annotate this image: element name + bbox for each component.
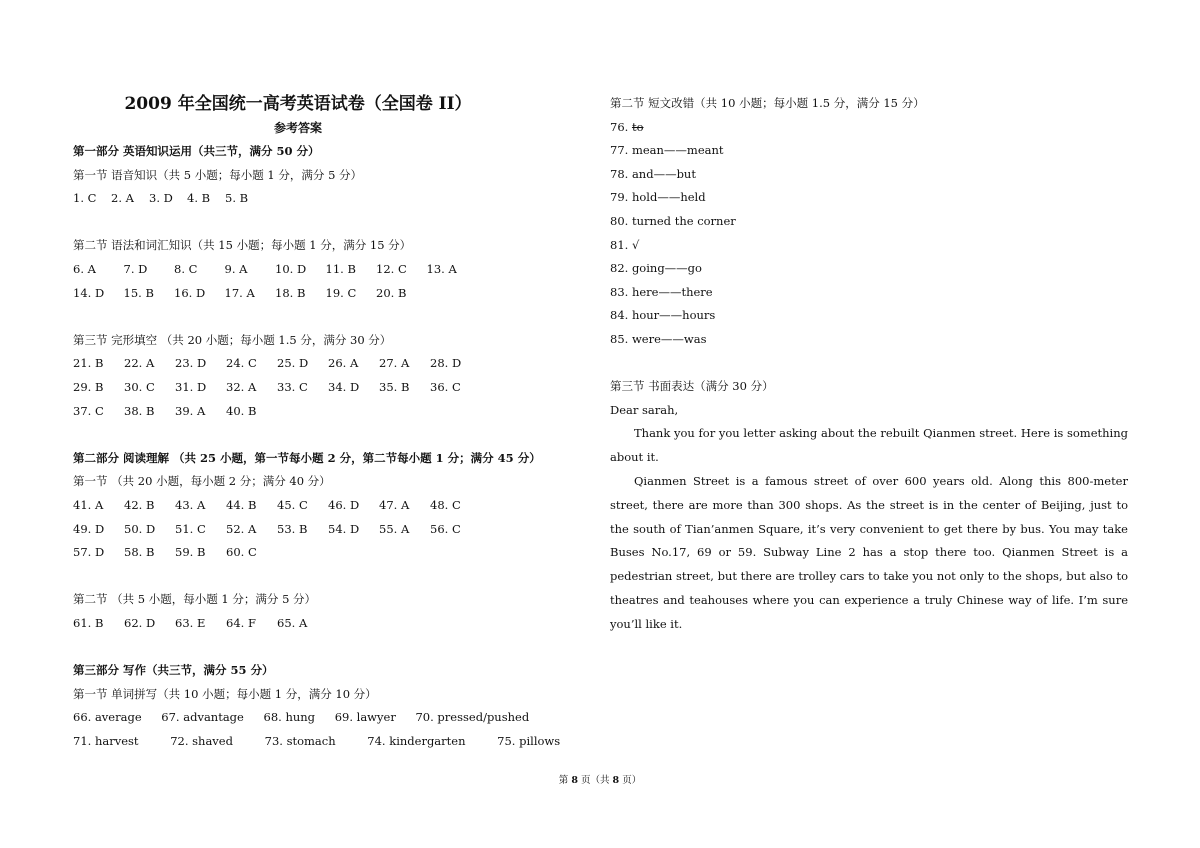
document-title: 2009 年全国统一高考英语试卷（全国卷 II） [124, 94, 472, 114]
part1-heading: 第一部分 英语知识运用（共三节，满分 50 分） [73, 144, 320, 158]
letter-paragraph-1: Thank you for you letter asking about the rebuilt Qianmen street. Here is something about it. [610, 426, 1128, 465]
answer: 10. D [275, 261, 307, 276]
part3-sec1-row1 [73, 706, 573, 730]
answer: 57. D [73, 545, 105, 560]
answer: 35. B [379, 379, 410, 394]
page-footer: 第 8 页（共 8 页） [558, 775, 642, 786]
answer: 19. C [325, 285, 357, 300]
answer: 22. A [124, 356, 155, 371]
answer: 64. F [226, 615, 256, 630]
answer: 71. harvest [73, 733, 139, 748]
answer: 20. B [376, 285, 407, 300]
answer: 40. B [226, 403, 257, 418]
answer: 9. A [224, 261, 248, 276]
answer: 47. A [379, 497, 410, 512]
answer: 26. A [328, 356, 359, 371]
answer: 56. C [430, 521, 461, 536]
answer: 32. A [226, 379, 257, 394]
part1-sec3-row3 [73, 400, 573, 424]
answer: 33. C [277, 379, 308, 394]
correction-item: 78. and——but [610, 166, 696, 181]
answer: 68. hung [263, 710, 316, 725]
answer: 17. A [224, 285, 255, 300]
answer: 1. C [73, 191, 97, 206]
correction-item: 79. hold——held [610, 190, 706, 205]
correction-item: 85. were——was [610, 331, 707, 346]
answer: 59. B [175, 545, 206, 560]
part1-sec2-row1 [73, 258, 573, 282]
answer: 50. D [124, 521, 156, 536]
answer: 41. A [73, 497, 104, 512]
document-subtitle: 参考答案 [273, 121, 322, 135]
part2-sec1-row1 [73, 494, 573, 518]
answer: 55. A [379, 521, 410, 536]
answer: 63. E [175, 615, 206, 630]
answer: 66. average [73, 710, 142, 725]
correction-item: 82. going——go [610, 261, 702, 276]
correction-item: 81. √ [610, 237, 640, 252]
correction-item: 80. turned the corner [610, 213, 736, 228]
part2-sec2-heading: 第二节 （共 5 小题，每小题 1 分；满分 5 分） [73, 592, 317, 607]
part1-sec2-heading: 第二节 语法和词汇知识（共 15 小题；每小题 1 分，满分 15 分） [73, 238, 412, 253]
answer: 36. C [430, 379, 461, 394]
part3-heading: 第三部分 写作（共三节，满分 55 分） [73, 663, 274, 678]
answer: 15. B [123, 285, 154, 300]
answer: 65. A [277, 615, 308, 630]
answer: 14. D [73, 285, 105, 300]
letter-paragraph-2: Qianmen Street is a famous street of over 600 years old. Along this 800-meter street, there are more than 300 shops. As the street is in the center of Beijing, just to the south of Tian’anmen Square, it’s very convenient to get there by bus. You may take Buses No.17, 69 or 59. Subway Line 2 has a stop there too. Qianmen Street is a pedestrian street, but there are trolley cars to take you not only to the shops, but also to theatres and teahouses where you can experience a truly Chinese way of life. I’m sure you’ll like it. [610, 473, 1128, 631]
answer: 43. A [175, 497, 206, 512]
correction-item: 77. mean——meant [610, 143, 724, 158]
answer: 4. B [187, 191, 211, 206]
answer: 25. D [277, 356, 309, 371]
answer: 73. stomach [264, 733, 336, 748]
answer: 52. A [226, 521, 257, 536]
answer: 72. shaved [170, 733, 233, 748]
answer: 67. advantage [161, 710, 244, 725]
answer: 27. A [379, 356, 410, 371]
part2-sec2-answers [73, 612, 573, 636]
page-number: 8 [571, 775, 578, 786]
answer: 53. B [277, 521, 308, 536]
part1-sec3-row2 [73, 376, 573, 400]
answer: 46. D [328, 497, 360, 512]
answer: 60. C [226, 545, 257, 560]
answer: 12. C [376, 261, 407, 276]
answer: 7. D [123, 261, 148, 276]
answer: 69. lawyer [334, 710, 396, 725]
part1-sec1-answers [73, 187, 573, 211]
struck-word: to [631, 119, 644, 134]
page-total: 8 [612, 775, 620, 786]
answer: 37. C [73, 403, 104, 418]
answer: 51. C [175, 521, 206, 536]
answer: 48. C [430, 497, 461, 512]
answer: 5. B [225, 191, 249, 206]
answer: 49. D [73, 521, 105, 536]
part1-sec1-heading: 第一节 语音知识（共 5 小题；每小题 1 分，满分 5 分） [73, 167, 363, 182]
answer: 28. D [430, 356, 462, 371]
answer: 29. B [73, 379, 104, 394]
answer: 2. A [111, 191, 134, 206]
answer: 8. C [174, 261, 198, 276]
left-column [73, 92, 573, 753]
answer: 58. B [124, 545, 155, 560]
part3-sec3-heading: 第三节 书面表达（满分 30 分） [610, 379, 774, 394]
answer: 54. D [328, 521, 360, 536]
answer: 38. B [124, 403, 155, 418]
answer: 18. B [275, 285, 306, 300]
sample-letter [610, 399, 1130, 637]
answer: 13. A [426, 261, 457, 276]
answer: 74. kindergarten [367, 733, 466, 748]
answer: 30. C [124, 379, 155, 394]
correction-item: 83. here——there [610, 284, 713, 299]
part3-sec1-row2 [73, 730, 573, 754]
answer: 6. A [73, 261, 96, 276]
part2-sec1-row3 [73, 541, 573, 565]
correction-item: 76. to [610, 119, 644, 134]
answer: 34. D [328, 379, 360, 394]
answer: 16. D [174, 285, 206, 300]
part3-sec1-heading: 第一节 单词拼写（共 10 小题；每小题 1 分，满分 10 分） [73, 686, 377, 701]
answer: 3. D [149, 191, 173, 206]
answer: 39. A [175, 403, 206, 418]
answer: 31. D [175, 379, 207, 394]
part2-sec1-heading: 第一节 （共 20 小题，每小题 2 分；满分 40 分） [73, 474, 331, 489]
answer: 21. B [73, 356, 104, 371]
correction-item: 84. hour——hours [610, 308, 716, 323]
part1-sec2-row2 [73, 282, 573, 306]
answer: 42. B [124, 497, 155, 512]
answer: 45. C [277, 497, 308, 512]
answer: 24. C [226, 356, 257, 371]
answer: 62. D [124, 615, 156, 630]
answer: 44. B [226, 497, 257, 512]
part1-sec3-row1 [73, 352, 573, 376]
part3-sec2-heading: 第二节 短文改错（共 10 小题；每小题 1.5 分，满分 15 分） [610, 96, 925, 110]
part2-sec1-row2 [73, 518, 573, 542]
answer: 70. pressed/pushed [415, 710, 530, 725]
right-column [610, 92, 1130, 636]
answer: 11. B [325, 261, 356, 276]
answer: 23. D [175, 356, 207, 371]
part2-heading: 第二部分 阅读理解 （共 25 小题，第一节每小题 2 分，第二节每小题 1 分；满分 45 分） [73, 450, 541, 465]
letter-greeting: Dear sarah, [610, 402, 679, 417]
part1-sec3-heading: 第三节 完形填空 （共 20 小题；每小题 1.5 分，满分 30 分） [73, 332, 392, 347]
answer: 61. B [73, 615, 104, 630]
answer: 75. pillows [497, 733, 561, 748]
